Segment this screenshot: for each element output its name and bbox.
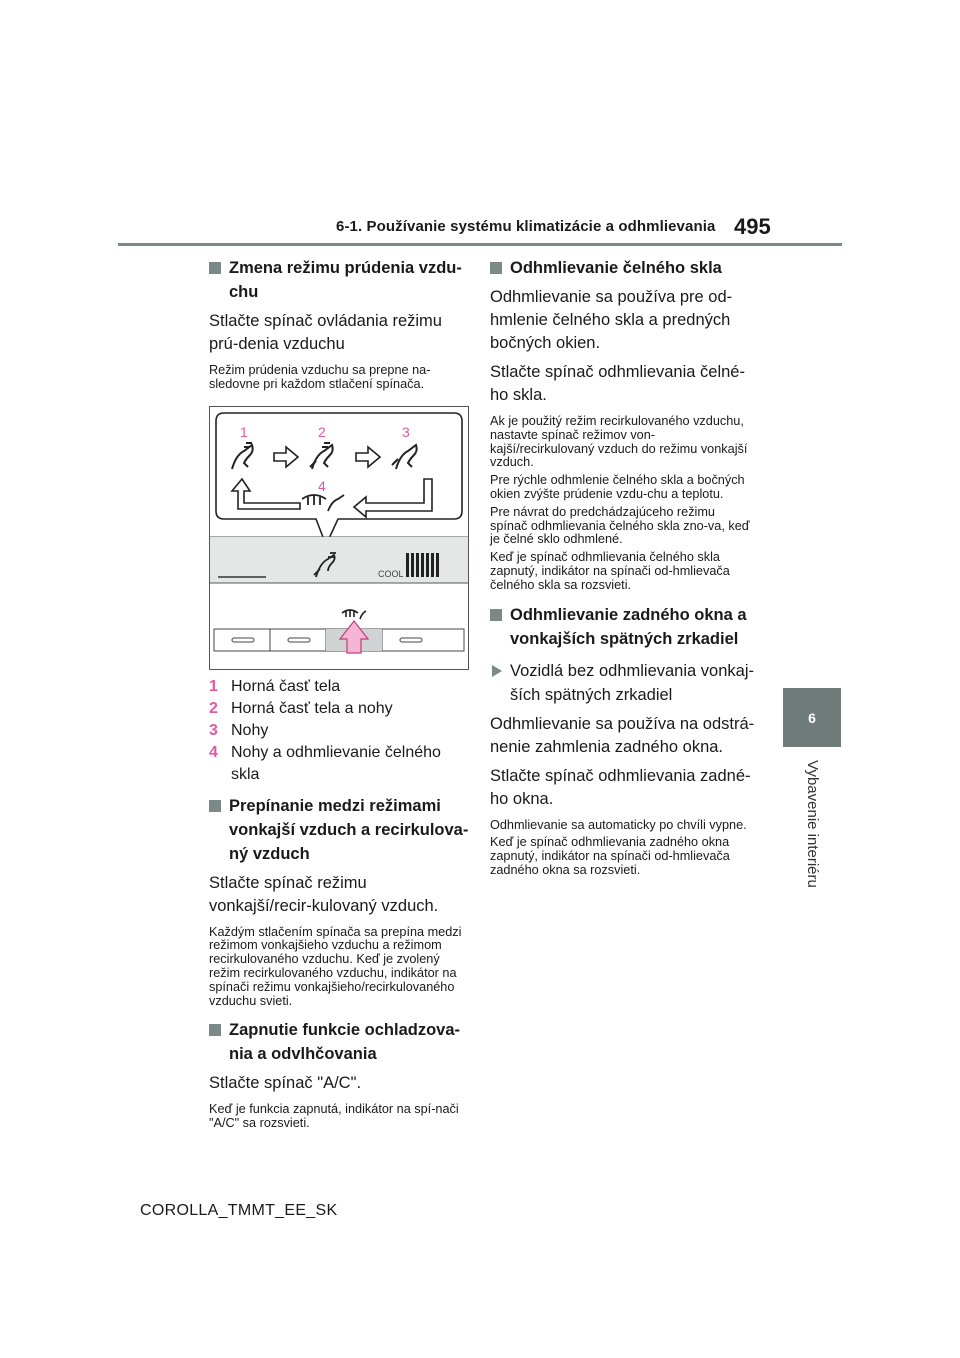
section-title: 6-1. Používanie systému klimatizácie a odhmlievania bbox=[336, 218, 716, 235]
heading-ac: Zapnutie funkcie ochladzova-nia a odvlhčovania bbox=[209, 1018, 471, 1066]
note: Keď je spínač odhmlievania zadného okna zapnutý, indikátor na spínači od-hmlievača zadného okna sa rozsvieti. bbox=[490, 835, 730, 877]
mode-legend bbox=[209, 676, 471, 786]
footer-doc-id: COROLLA_TMMT_EE_SK bbox=[140, 1202, 338, 1219]
airflow-mode-diagram bbox=[209, 406, 469, 670]
heading-recirculation: Prepínanie medzi režimami vonkajší vzduch a recirkulova-ný vzduch bbox=[209, 794, 471, 866]
chapter-tab[interactable] bbox=[783, 688, 841, 747]
paragraph: Stlačte spínač "A/C". bbox=[209, 1074, 362, 1093]
chapter-title: Vybavenie interiéru bbox=[804, 760, 821, 888]
paragraph: Odhmlievanie sa používa na odstrá-nenie zahmlenia zadného okna. bbox=[490, 714, 755, 756]
square-bullet-icon bbox=[490, 262, 502, 274]
square-bullet-icon bbox=[490, 609, 502, 621]
legend-item: 1 Horná časť tela bbox=[209, 677, 341, 695]
note: Režim prúdenia vzduchu sa prepne na-sledovne pri každom stlačení spínača. bbox=[209, 363, 431, 391]
chapter-label bbox=[783, 760, 841, 890]
paragraph: Stlačte spínač ovládania režimu prú-denia vzduchu bbox=[209, 312, 442, 353]
note: Odhmlievanie sa automaticky po chvíli vypne. bbox=[490, 817, 747, 832]
square-bullet-icon bbox=[209, 1024, 221, 1036]
paragraph: Stlačte spínač odhmlievania čelné-ho skla. bbox=[490, 363, 745, 404]
square-bullet-icon bbox=[209, 800, 221, 812]
diagram-label-4: 4 bbox=[318, 477, 326, 494]
heading-airflow-mode: Zmena režimu prúdenia vzdu-chu bbox=[209, 256, 471, 304]
legend-item: 2 Horná časť tela a nohy bbox=[209, 699, 393, 717]
note: Pre návrat do predchádzajúceho režimu spínač odhmlievania čelného skla zno-va, keď je čelné sklo odhmlené. bbox=[490, 504, 750, 547]
left-column bbox=[209, 252, 471, 1135]
diagram-label-2: 2 bbox=[318, 423, 326, 440]
paragraph: Odhmlievanie sa používa pre od-hmlenie čelného skla a predných bočných okien. bbox=[490, 288, 733, 352]
page-number: 495 bbox=[734, 214, 771, 239]
note: Keď je spínač odhmlievania čelného skla zapnutý, indikátor na spínači od-hmlievača čelného skla sa rozsvieti. bbox=[490, 550, 730, 592]
square-bullet-icon bbox=[209, 262, 221, 274]
diagram-label-1: 1 bbox=[240, 423, 248, 440]
paragraph: Stlačte spínač režimu vonkajší/recir-kulovaný vzduch. bbox=[209, 873, 439, 915]
heading-windshield-defog: Odhmlievanie čelného skla bbox=[490, 256, 755, 280]
subheading: Vozidlá bez odhmlievania vonkaj-ších spätných zrkadiel bbox=[490, 659, 755, 707]
cool-indicator: COOL bbox=[378, 568, 404, 579]
note: Pre rýchle odhmlenie čelného skla a bočných okien zvýšte prúdenie vzdu-chu a teplotu. bbox=[490, 473, 745, 501]
right-column bbox=[490, 252, 755, 882]
front-defrost-icon bbox=[342, 610, 366, 619]
chapter-number: 6 bbox=[808, 709, 816, 726]
heading-rear-defog: Odhmlievanie zadného okna a vonkajších spätných zrkadiel bbox=[490, 603, 755, 651]
legend-item: 4 Nohy a odhmlievanie čelného skla bbox=[209, 743, 441, 783]
note: Keď je funkcia zapnutá, indikátor na spí-nači "A/C" sa rozsvieti. bbox=[209, 1102, 459, 1131]
legend-item: 3 Nohy bbox=[209, 721, 269, 739]
note: Ak je použitý režim recirkulovaného vzduchu, nastavte spínač režimov von-kajší/recirkulovaný vzduch do režimu vonkajší vzduch. bbox=[490, 414, 748, 470]
note: Každým stlačením spínača sa prepína medzi režimom vonkajšieho vzduchu a režimom recirkulovaného vzduchu. Keď je zvolený režim recirkulovaného vzduchu, indikátor na spínači režimu vonkajšieho/recirkulovaného vzduchu svieti. bbox=[209, 924, 462, 1008]
paragraph: Stlačte spínač odhmlievania zadné-ho okna. bbox=[490, 766, 751, 808]
diagram-label-3: 3 bbox=[402, 423, 410, 440]
triangle-bullet-icon bbox=[492, 665, 502, 677]
header-rule bbox=[118, 243, 842, 246]
